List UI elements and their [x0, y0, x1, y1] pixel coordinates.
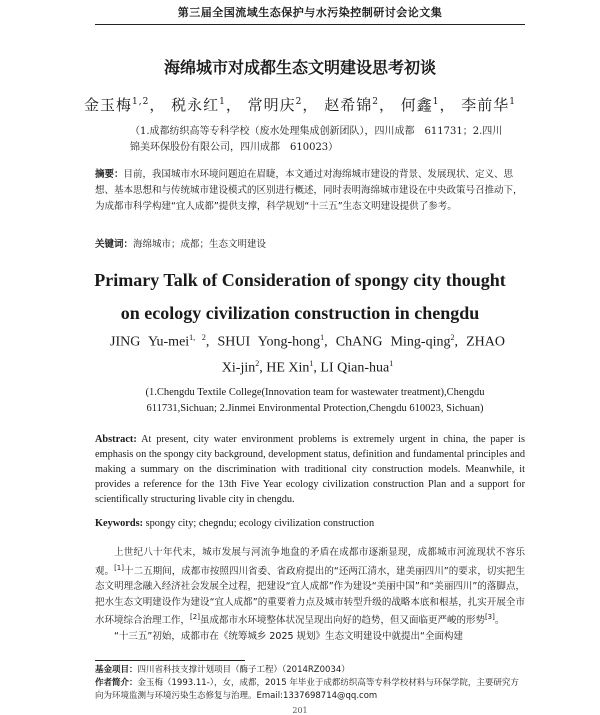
body-text [95, 545, 525, 644]
author-affiliation-mark: 1 [309, 359, 314, 368]
body-text-run: 十二五期间，成都市按照四川省委、省政府提出的“还两江清水，建美丽四川”的要求，切实把生态文明理念融入经济社会发展全过程，把建设“宜人成都”作为建设“美丽中国”和“美丽四川”的落脚点，把水生态文明建设作为建设“宜人成都”的重要着力点及城市转型升级的战略本底和根基，扎实开展全市水环境综合治理工作， [95, 565, 525, 627]
keywords-label: Keywords: [95, 518, 144, 529]
author-name: LI Qian-hua [320, 360, 390, 376]
author-affiliation-mark: 1 [320, 333, 325, 342]
author-name: ZHAO [466, 334, 505, 350]
abstract-label: Abstract: [95, 434, 137, 445]
author-affiliation-mark: 2 [450, 333, 455, 342]
chinese-title: 海绵城市对成都生态文明建设思考初谈 [163, 58, 436, 77]
footnote [95, 664, 525, 703]
english-affiliation: (1.Chengdu Textile College(Innovation team for wastewater treatment),Chengdu 611731,Sichuan; 2.Jinmei Environmental Protection,Chengdu 610023, Sichuan) [145, 387, 485, 414]
author-name: 赵希锦 [324, 96, 373, 114]
footnote-rule [95, 660, 245, 661]
author-affiliation-mark: 2 [295, 97, 303, 107]
english-abstract [95, 432, 525, 507]
abstract-text: 目前，我国城市水环境问题迫在眉睫，本文通过对海绵城市建设的背景、发展现状、定义、思想、基本思想和与传统城市建设模式的区别进行概述，同时表明海绵城市建设在中央政策号召推动下，为成都市科学构建“宜人成都”提供支撑，科学规划“十三五”生态文明建设提供了参考。 [95, 169, 523, 212]
author-affiliation-mark: 1, 2 [189, 333, 206, 342]
author-affiliation-mark: 2 [372, 97, 379, 107]
page-number: 201 [292, 706, 308, 715]
author-name: Xi-jin [221, 360, 256, 376]
body-text-run: 虽成都市水环境整体状况呈现出向好的趋势，但又面临更严峻的形势 [199, 615, 485, 627]
citation-mark: [1] [114, 563, 124, 572]
author-affiliation-mark: 2 [255, 359, 260, 368]
abstract-text: At present, city water environment problems is extremely urgent in china, the paper is emphasis on the spongy city background, development status, definition and fundamental principles and making a summary on the discrimination with traditional city construction models. Meanwhile, it provides a reference for the 13th Five Year ecology civilization construction Plan and a support for scientifically structuring livable city in chengdu. [95, 434, 525, 505]
author-affiliation-mark: 1 [219, 97, 226, 107]
english-authors-line-2: Xi-jin$^2$, HE Xin$^1$, LI Qian-hua$^1$ [221, 359, 394, 376]
author-bio-text: 金玉梅（1993.11-），女，成都，2015 年毕业于成都纺织高等专科学校材料与环保学院，主要研究方向为环境监测与环境污染生态修复与治理。Email:1337698714@qq.com [95, 678, 519, 701]
author-affiliation-mark: 1,2 [132, 97, 150, 107]
fund-text: 四川省科技支撑计划项目（酶子工程）（2014RZ0034） [137, 665, 350, 675]
fund-note [95, 664, 525, 677]
body-text-run: 上世纪八十年代末，城市发展与河流争地盘的矛盾在成都市逐渐显现，成都城市河流现状不容乐观。 [95, 547, 525, 577]
chinese-authors: 金玉梅$^{1,2}$， 税永红$^1$， 常明庆$^2$， 赵希锦$^2$， 何鑫$^1$， 李前华$^1$ [84, 96, 516, 114]
author-bio-label: 作者简介： [95, 678, 138, 688]
chinese-keywords [95, 236, 525, 250]
citation-mark: [2] [190, 613, 200, 622]
english-keywords [95, 518, 525, 529]
body-paragraph [95, 545, 525, 629]
author-affiliation-mark: 1 [432, 97, 440, 107]
author-name: 金玉梅 [84, 96, 133, 114]
chinese-abstract [95, 167, 525, 215]
author-name: 何鑫 [400, 96, 433, 114]
fund-label: 基金项目： [95, 665, 138, 675]
chinese-affiliation: （1.成都纺织高等专科学校（废水处理集成创新团队），四川成都 611731；2.四川锦美环保股份有限公司，四川成都 610023） [130, 126, 503, 153]
header-rule [95, 24, 525, 25]
author-affiliation-mark: 1 [509, 97, 516, 107]
english-title-line-2: on ecology civilization construction in chengdu [120, 303, 480, 323]
author-name: HE Xin [266, 360, 310, 376]
author-bio [95, 677, 525, 703]
author-name: SHUI Yong-hong [217, 334, 321, 350]
english-title-line-1: Primary Talk of Consideration of spongy city thought [94, 270, 506, 290]
keywords-text: spongy city; chegndu; ecology civilization construction [145, 518, 375, 529]
author-name: 税永红 [171, 96, 220, 114]
keywords-text: 海绵城市；成都；生态文明建设 [133, 239, 267, 250]
running-header: 第三届全国流域生态保护与水污染控制研讨会论文集 [177, 6, 443, 19]
author-name: ChANG Ming-qing [335, 334, 451, 350]
author-name: JING Yu-mei [110, 334, 190, 350]
author-name: 李前华 [461, 96, 510, 114]
abstract-label: 摘要： [95, 169, 124, 180]
english-authors-line-1: JING Yu-mei$^{1, 2}$, SHUI Yong-hong$^1$, ChANG Ming-qing$^2$, ZHAO [110, 333, 505, 350]
keywords-label: 关键词： [95, 239, 134, 250]
author-affiliation-mark: 1 [389, 359, 394, 368]
author-name: 常明庆 [247, 96, 296, 114]
body-text-run: 。 [494, 615, 505, 627]
body-paragraph: “十三五”初始，成都市在《统筹城乡 2025 规划》生态文明建设中就提出“全面构建 [114, 630, 463, 642]
citation-mark: [3] [484, 613, 495, 622]
